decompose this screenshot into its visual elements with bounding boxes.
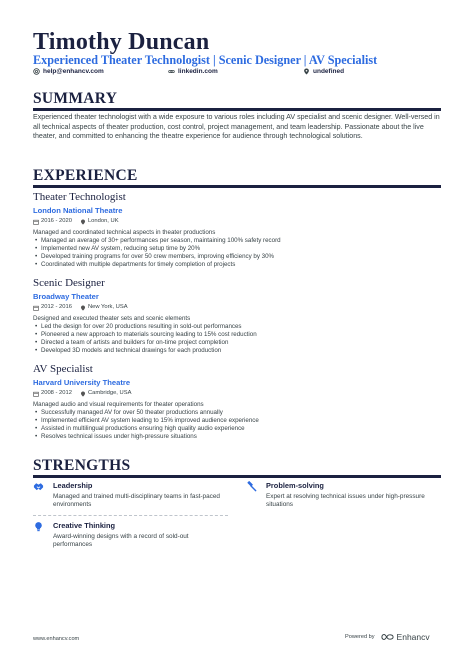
strength-description: Award-winning designs with a record of sold-out performances <box>53 533 189 549</box>
location-pin-icon <box>80 305 86 311</box>
job-meta <box>33 389 441 398</box>
job-bullet: • Assisted in multilingual productions ensuring high quality audio experience <box>33 425 441 433</box>
strengths-divider <box>33 475 441 478</box>
handshake-icon <box>33 481 44 492</box>
summary-text: Experienced theater technologist with a wide exposure to various roles including AV specialist and scenic designer. Well-versed in all technical aspects of theater production, cost control, project management, and team leadership. Passionate about the live theater, and committed to enhancing the theatre experience for audience through technological solutions. <box>33 113 440 141</box>
job-bullet: • Led the design for over 20 productions resulting in sold-out performances <box>33 323 441 331</box>
enhancv-logo-icon <box>381 633 394 641</box>
footer-branding <box>345 632 430 642</box>
strength-divider <box>33 515 228 516</box>
experience-heading: EXPERIENCE <box>33 167 138 184</box>
calendar-icon <box>33 391 39 397</box>
job-company: London National Theatre <box>33 206 123 215</box>
location-pin-icon <box>303 68 310 75</box>
job-dates: 2008 - 2012 <box>41 390 72 396</box>
job-title: Theater Technologist <box>33 191 126 203</box>
job-bullets <box>33 323 441 355</box>
experience-divider <box>33 185 441 188</box>
candidate-name: Timothy Duncan <box>33 29 210 55</box>
job-bullet: • Developed 3D models and technical drawings for each production <box>33 347 441 355</box>
strength-item <box>33 521 228 557</box>
lightbulb-icon <box>33 521 44 532</box>
job-bullet: • Implemented efficient AV system leading to 15% improved audience experience <box>33 417 441 425</box>
job-title: AV Specialist <box>33 363 93 375</box>
job-location: New York, USA <box>87 304 128 310</box>
job-meta <box>33 303 441 312</box>
job-title: Scenic Designer <box>33 277 105 289</box>
job-description: Managed audio and visual requirements for theater operations <box>33 401 204 408</box>
job-bullet: • Managed an average of 30+ performances per season, maintaining 100% safety record <box>33 237 441 245</box>
brand-logo <box>381 632 430 642</box>
at-icon <box>33 68 40 75</box>
strength-title: Creative Thinking <box>53 521 116 530</box>
job-entry <box>33 363 441 441</box>
summary-heading: SUMMARY <box>33 90 118 107</box>
job-bullet: • Resolves technical issues under high-pressure situations <box>33 433 441 441</box>
strength-description: Expert at resolving technical issues under high-pressure situations <box>266 493 425 509</box>
strengths-heading: STRENGTHS <box>33 457 131 474</box>
job-bullets <box>33 409 441 441</box>
candidate-headline: Experienced Theater Technologist | Scenic Designer | AV Specialist <box>33 53 378 67</box>
footer-website[interactable]: www.enhancv.com <box>33 636 80 642</box>
strength-item <box>33 481 228 517</box>
job-entry <box>33 277 441 355</box>
contact-bar <box>33 68 453 80</box>
job-bullet: • Coordinated with multiple departments for timely completion of projects <box>33 261 441 269</box>
job-entry <box>33 191 441 269</box>
job-description: Managed and coordinated technical aspects in theater productions <box>33 229 216 236</box>
powered-by-text: Powered by <box>345 634 375 640</box>
job-bullet: • Successfully managed AV for over 50 theater productions annually <box>33 409 441 417</box>
contact-location-text: undefined <box>313 68 345 75</box>
strength-item <box>246 481 441 517</box>
contact-location <box>303 68 344 75</box>
job-description: Designed and executed theater sets and scenic elements <box>33 315 191 322</box>
strength-title: Leadership <box>53 481 93 490</box>
contact-email[interactable] <box>33 68 104 75</box>
contact-email-text: help@enhancv.com <box>43 68 104 75</box>
brand-name: Enhancv <box>396 632 430 642</box>
summary-divider <box>33 108 441 111</box>
job-dates: 2012 - 2016 <box>41 304 72 310</box>
calendar-icon <box>33 219 39 225</box>
strength-description: Managed and trained multi-disciplinary teams in fast-paced environments <box>53 493 220 509</box>
strength-title: Problem-solving <box>266 481 324 490</box>
job-company: Broadway Theater <box>33 292 99 301</box>
job-bullet: • Implemented new AV system, reducing setup time by 20% <box>33 245 441 253</box>
contact-linkedin[interactable] <box>168 68 218 75</box>
contact-linkedin-text: linkedin.com <box>178 68 218 75</box>
job-bullets <box>33 237 441 269</box>
job-meta <box>33 217 441 226</box>
job-bullet: • Directed a team of artists and builders for on-time project completion <box>33 339 441 347</box>
hammer-icon <box>246 481 257 492</box>
job-location: Cambridge, USA <box>87 390 132 396</box>
location-pin-icon <box>80 391 86 397</box>
job-location: London, UK <box>87 218 119 224</box>
calendar-icon <box>33 305 39 311</box>
link-icon <box>168 68 175 75</box>
location-pin-icon <box>80 219 86 225</box>
job-dates: 2016 - 2020 <box>41 218 72 224</box>
job-company: Harvard University Theatre <box>33 378 131 387</box>
job-bullet: • Developed training programs for over 50 crew members, improving efficiency by 30% <box>33 253 441 261</box>
job-bullet: • Pioneered a new approach to materials sourcing leading to 15% cost reduction <box>33 331 441 339</box>
